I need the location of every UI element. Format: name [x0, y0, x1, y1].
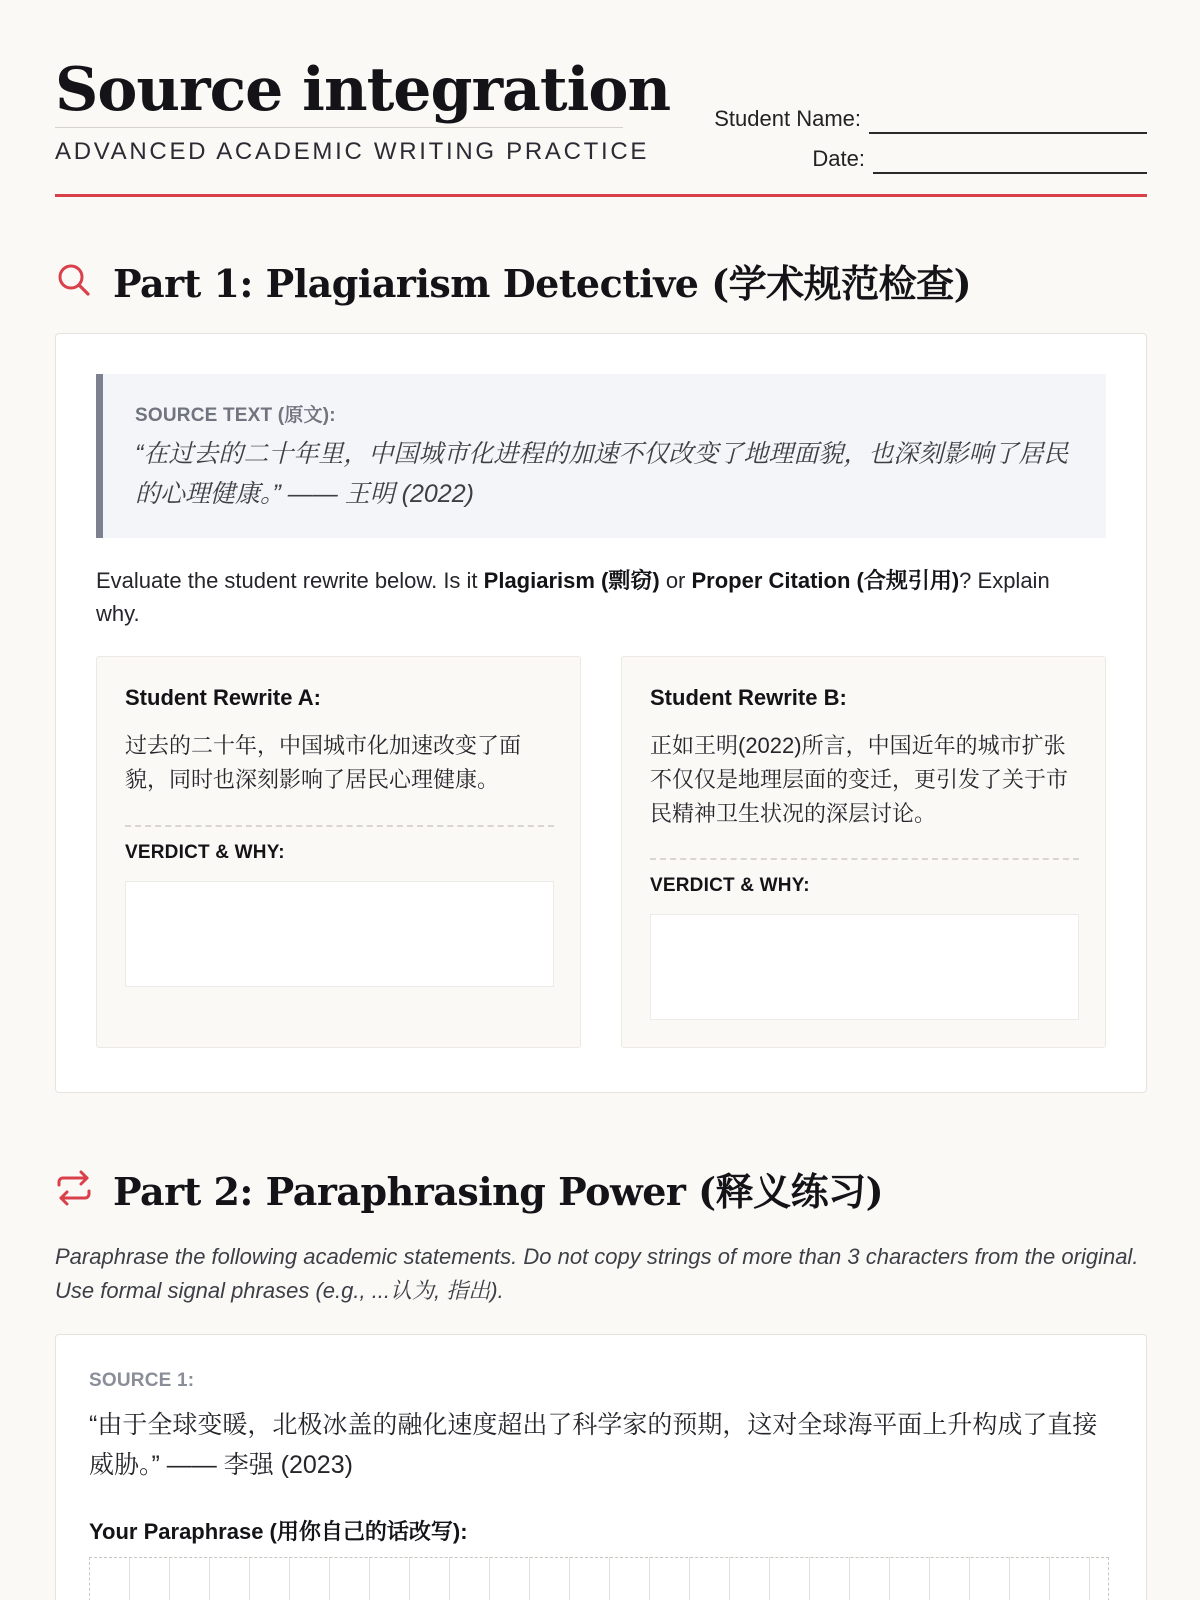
rewrite-a-verdict-input[interactable] [125, 881, 554, 987]
rewrite-b-verdict-label: VERDICT & WHY: [650, 875, 810, 896]
source1-label: SOURCE 1: [89, 1370, 195, 1391]
part2-card [55, 1334, 1147, 1600]
rewrite-a-text: 过去的二十年，中国城市化加速改变了面貌，同时也深刻影响了居民心理健康。 [125, 733, 522, 792]
page-subtitle: ADVANCED ACADEMIC WRITING PRACTICE [55, 138, 650, 165]
instruction-term-citation: Proper Citation (合规引用) [691, 568, 960, 593]
worksheet-page [55, 0, 1147, 1600]
student-rewrite-b [621, 656, 1106, 1048]
rewrite-b-text: 正如王明(2022)所言，中国近年的城市扩张不仅仅是地理层面的变迁，更引发了关于市民精神卫生状况的深层讨论。 [650, 733, 1069, 826]
part2-title: Part 2: Paraphrasing Power (释义练习) [113, 1168, 884, 1214]
rewrite-a-divider [125, 825, 554, 827]
swap-arrows-icon [55, 1169, 93, 1207]
part2-instructions: Paraphrase the following academic statements. Do not copy strings of more than 3 characters from the original. Use formal signal phrases (e.g., ...认为, 指出). [55, 1244, 1139, 1303]
part1-title: Part 1: Plagiarism Detective (学术规范检查) [113, 260, 972, 306]
rewrite-b-verdict-input[interactable] [650, 914, 1079, 1020]
title-divider [55, 127, 623, 128]
date-row [677, 134, 1147, 174]
rewrite-a-title: Student Rewrite A: [125, 685, 321, 710]
date-label: Date: [812, 146, 865, 171]
part1-card [55, 333, 1147, 1093]
source-text-label: SOURCE TEXT (原文): [135, 405, 336, 426]
source-text-quote: “在过去的二十年里，中国城市化进程的加速不仅改变了地理面貌，也深刻影响了居民的心理健康。” —— 王明 (2022) [135, 440, 1069, 508]
header-divider [55, 194, 1147, 197]
part1-instructions [96, 564, 1096, 630]
paraphrase-label: Your Paraphrase (用你自己的话改写): [89, 1519, 468, 1544]
rewrite-b-title: Student Rewrite B: [650, 685, 847, 710]
search-icon [55, 261, 93, 299]
rewrite-a-verdict-label: VERDICT & WHY: [125, 842, 285, 863]
page-title: Source integration [55, 55, 671, 125]
part2-heading [55, 1163, 883, 1213]
worksheet-header [55, 52, 1147, 198]
paraphrase-writing-grid[interactable] [89, 1557, 1109, 1600]
student-name-row [677, 94, 1147, 134]
instruction-term-plagiarism: Plagiarism (剽窃) [483, 568, 660, 593]
source1-quote: “由于全球变暖，北极冰盖的融化速度超出了科学家的预期，这对全球海平面上升构成了直接威胁。” —— 李强 (2023) [89, 1411, 1098, 1479]
source-text-box [96, 374, 1106, 538]
student-name-field[interactable] [869, 110, 1147, 134]
instruction-text: ? Explain why. [96, 568, 1050, 626]
rewrite-b-divider [650, 858, 1079, 860]
student-rewrite-a [96, 656, 581, 1048]
instruction-text: or [659, 568, 692, 593]
date-field[interactable] [873, 150, 1147, 174]
part1-heading [55, 255, 971, 305]
student-name-label: Student Name: [714, 106, 861, 131]
instruction-text: Evaluate the student rewrite below. Is it [96, 568, 484, 593]
student-meta [677, 94, 1147, 174]
